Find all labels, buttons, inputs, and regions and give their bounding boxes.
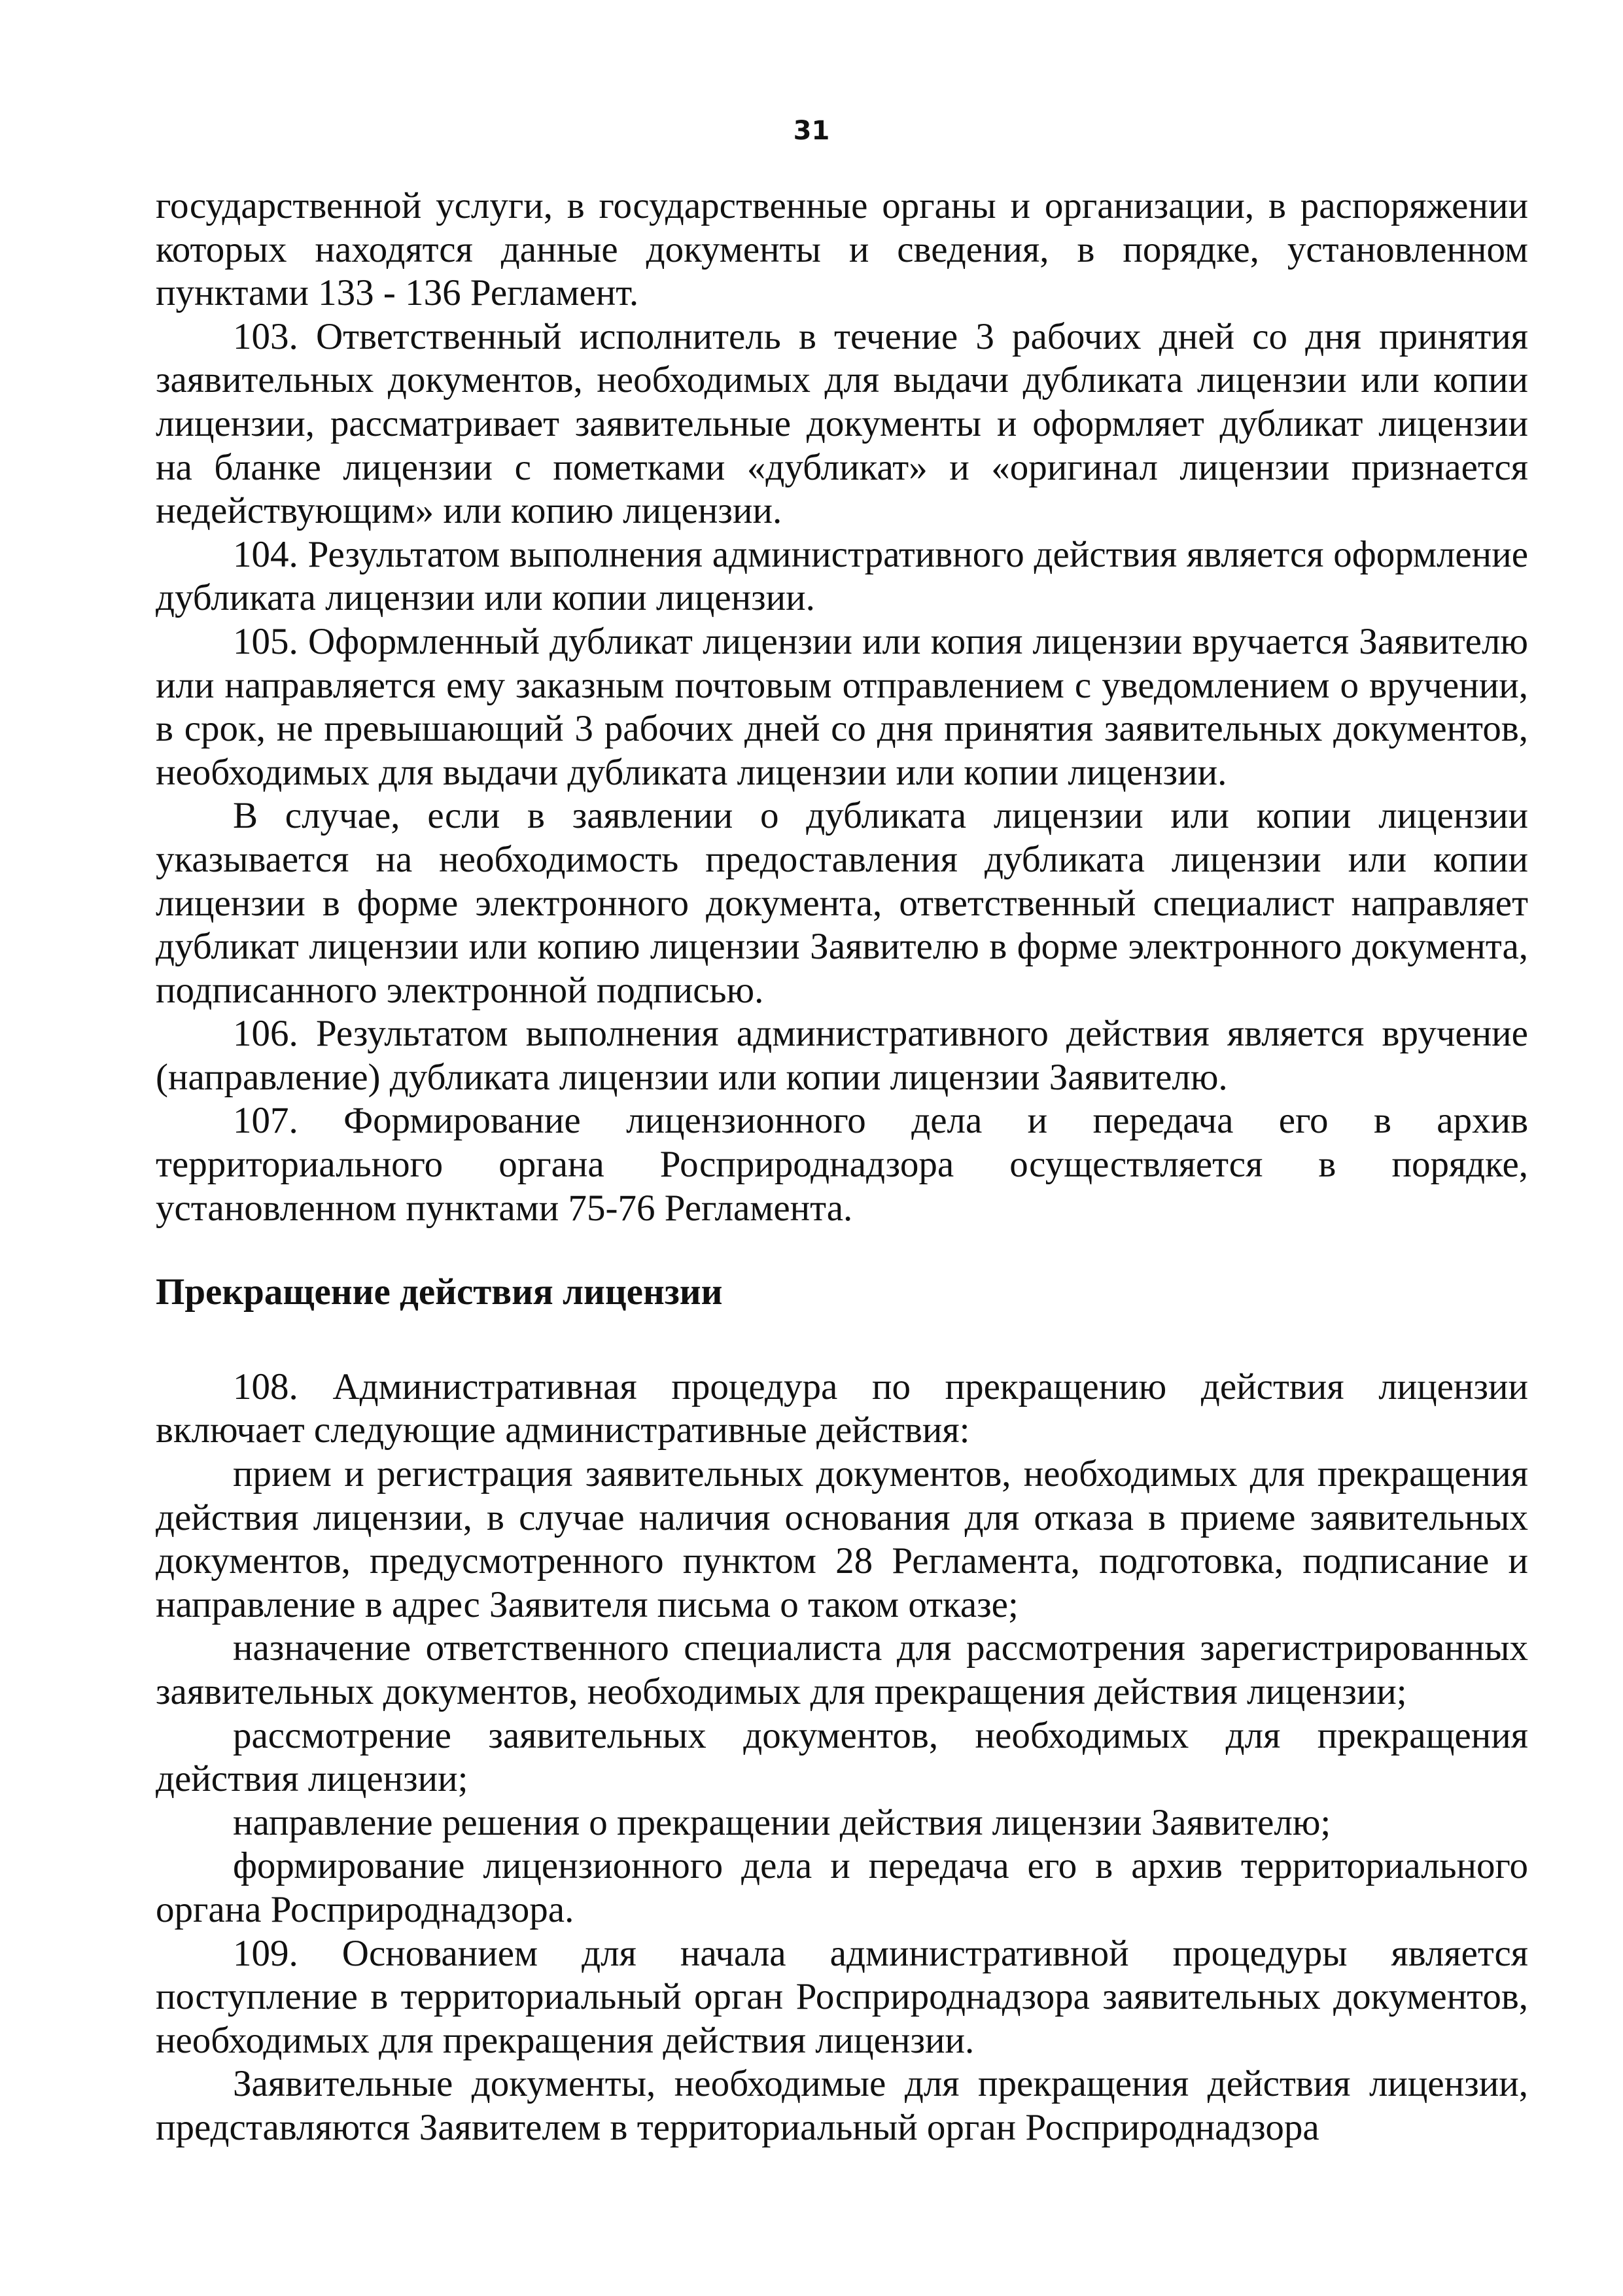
paragraph-continuation: государственной услуги, в государственные органы и организации, в распоряжении которых находятся данные документы и сведения, в порядке, установленном пунктами 133 - 136 Регламент. — [156, 185, 1528, 314]
paragraph-105-electronic: В случае, если в заявлении о дубликата лицензии или копии лицензии указывается на необходимость предоставления дубликата лицензии или копии лицензии в форме электронного документа, ответственный специалист направляет дубликат лицензии или копию лицензии Заявителю в форме электронного документа, подписанного электронной подписью. — [156, 795, 1528, 1011]
list-item-appointment: назначение ответственного специалиста для рассмотрения зарегистрированных заявительных документов, необходимых для прекращения действия лицензии; — [156, 1627, 1528, 1712]
paragraph-103: 103. Ответственный исполнитель в течение 3 рабочих дней со дня принятия заявительных документов, необходимых для выдачи дубликата лицензии или копии лицензии, рассматривает заявительные документы и оформляет дубликат лицензии на бланке лицензии с пометками «дубликат» и «оригинал лицензии признается недействующим» или копию лицензии. — [156, 315, 1528, 532]
paragraph-109: 109. Основанием для начала административной процедуры является поступление в территориальный орган Росприроднадзора заявительных документов, необходимых для прекращения действия лицензии. — [156, 1932, 1528, 2061]
list-item-review: рассмотрение заявительных документов, необходимых для прекращения действия лицензии; — [156, 1714, 1528, 1800]
section-heading: Прекращение действия лицензии — [156, 1271, 723, 1313]
list-item-archive: формирование лицензионного дела и передача его в архив территориального органа Росприроднадзора. — [156, 1845, 1528, 1930]
paragraph-106: 106. Результатом выполнения административного действия является вручение (направление) дубликата лицензии или копии лицензии Заявителю. — [156, 1013, 1528, 1098]
paragraph-105: 105. Оформленный дубликат лицензии или копия лицензии вручается Заявителю или направляется ему заказным почтовым отправлением с уведомлением о вручении, в срок, не превышающий 3 рабочих дней со дня принятия заявительных документов, необходимых для выдачи дубликата лицензии или копии лицензии. — [156, 620, 1528, 793]
list-item-decision: направление решения о прекращении действия лицензии Заявителю; — [233, 1801, 1331, 1843]
page-number: 31 — [793, 116, 830, 146]
paragraph-108: 108. Административная процедура по прекращению действия лицензии включает следующие административные действия: — [156, 1366, 1528, 1451]
paragraph-107: 107. Формирование лицензионного дела и передача его в архив территориального органа Росприроднадзора осуществляется в порядке, установленном пунктами 75-76 Регламента. — [156, 1100, 1528, 1229]
paragraph-104: 104. Результатом выполнения административного действия является оформление дубликата лицензии или копии лицензии. — [156, 533, 1528, 619]
document-body — [156, 185, 1528, 2150]
paragraph-109-continued: Заявительные документы, необходимые для прекращения действия лицензии, представляются Заявителем в территориальный орган Росприроднадзора — [156, 2063, 1528, 2148]
list-item-reception: прием и регистрация заявительных документов, необходимых для прекращения действия лицензии, в случае наличия основания для отказа в приеме заявительных документов, предусмотренного пунктом 28 Регламента, подготовка, подписание и направление в адрес Заявителя письма о таком отказе; — [156, 1453, 1528, 1625]
